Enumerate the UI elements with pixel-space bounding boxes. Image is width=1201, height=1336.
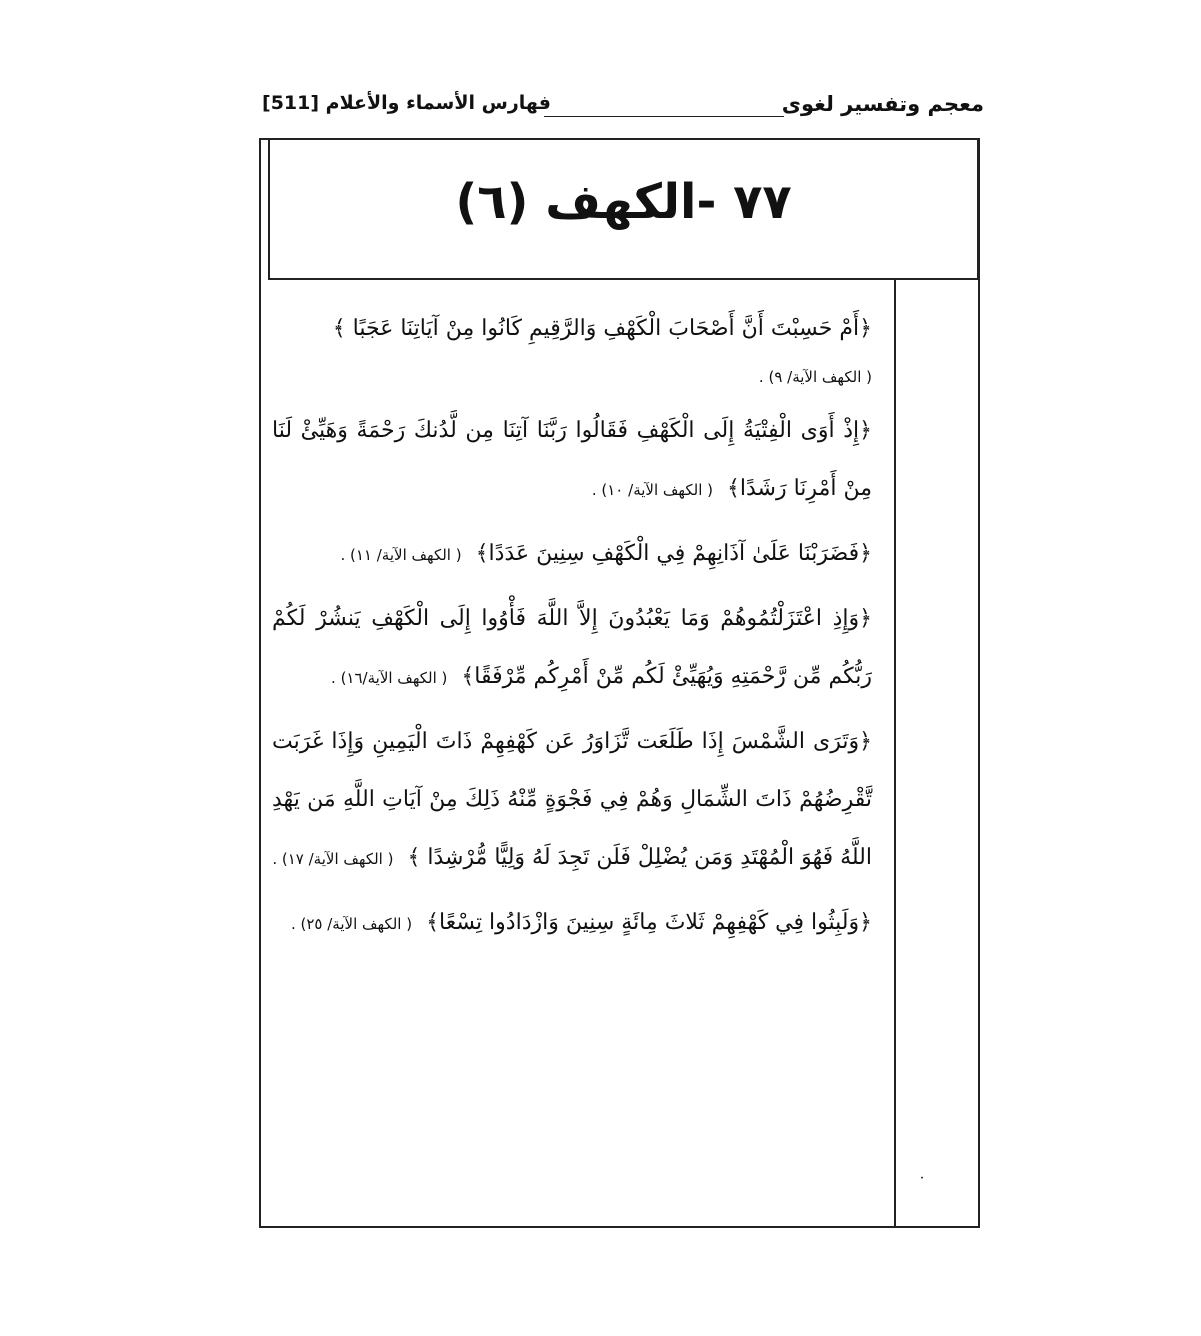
header-rule xyxy=(544,116,784,117)
section-title-with-page xyxy=(262,92,551,114)
verse-text xyxy=(272,894,872,953)
verse-text xyxy=(272,402,872,519)
verse-text xyxy=(272,713,872,888)
verse-text-body: ﴿وَلَبِثُوا فِي كَهْفِهِمْ ثَلاثَ مِائَةٍ سِنِينَ وَازْدَادُوا تِسْعًا﴾ xyxy=(426,910,872,935)
verse-reference: ( الكهف الآية/ ١١) . xyxy=(340,546,462,564)
verse-text-body: ﴿وَتَرَى الشَّمْسَ إِذَا طَلَعَت تَّزَاوَرُ عَن كَهْفِهِمْ ذَاتَ الْيَمِينِ وَإِذَا غَرَبَت تَّقْرِضُهُمْ ذَاتَ الشِّمَالِ وَهُمْ فِي فَجْوَةٍ مِّنْهُ ذَلِكَ مِنْ آيَاتِ اللَّهِ مَن يَهْدِ اللَّهُ فَهُوَ الْمُهْتَدِ وَمَن يُضْلِلْ فَلَن تَجِدَ لَهُ وَلِيًّا مُّرْشِدًا ﴾ xyxy=(272,729,872,870)
title-box xyxy=(268,140,979,280)
verse-entry xyxy=(272,525,872,584)
scan-speck: ˙ xyxy=(918,1174,926,1193)
verse-entry xyxy=(272,590,872,707)
page-header xyxy=(262,90,984,124)
verse-entry xyxy=(272,300,872,396)
margin-column-divider xyxy=(894,280,896,1226)
verse-text: ﴿أَمْ حَسِبْتَ أَنَّ أَصْحَابَ الْكَهْفِ وَالرَّقِيمِ كَانُوا مِنْ آيَاتِنَا عَجَبًا ﴾ xyxy=(332,316,872,341)
verse-list xyxy=(272,300,872,959)
verse-entry xyxy=(272,713,872,888)
verse-text-body: ﴿إِذْ أَوَى الْفِتْيَةُ إِلَى الْكَهْفِ فَقَالُوا رَبَّنَا آتِنَا مِن لَّدُنكَ رَحْمَةً وَهَيِّئْ لَنَا مِنْ أَمْرِنَا رَشَدًا﴾ xyxy=(272,418,872,501)
verse-reference: ( الكهف الآية/١٦) . xyxy=(331,669,448,687)
verse-text-body: ﴿فَضَرَبْنَا عَلَىٰ آذَانِهِمْ فِي الْكَهْفِ سِنِينَ عَدَدًا﴾ xyxy=(475,541,872,566)
verse-reference: ( الكهف الآية/ ٢٥) . xyxy=(290,915,413,933)
page-number: [511] xyxy=(262,92,320,114)
verse-text xyxy=(272,590,872,707)
verse-reference: ( الكهف الآية/ ١٧) . xyxy=(272,850,394,868)
verse-reference: ( الكهف الآية/ ١٠) . xyxy=(591,481,713,499)
chapter-title: ٧٧ -الكهف (٦) xyxy=(455,174,792,230)
book-title: معجم وتفسير لغوى xyxy=(781,92,984,116)
verse-entry xyxy=(272,894,872,953)
section-title: فهارس الأسماء والأعلام xyxy=(325,92,551,114)
verse-text xyxy=(272,525,872,584)
verse-entry xyxy=(272,402,872,519)
verse-text-body: ﴿وَإِذِ اعْتَزَلْتُمُوهُمْ وَمَا يَعْبُدُونَ إِلاَّ اللَّهَ فَأْوُوا إِلَى الْكَهْفِ يَنشُرْ لَكُمْ رَبُّكُم مِّن رَّحْمَتِهِ وَيُهَيِّئْ لَكُم مِّنْ أَمْرِكُم مِّرْفَقًا﴾ xyxy=(272,606,872,689)
verse-reference: ( الكهف الآية/ ٩) . xyxy=(758,368,872,386)
